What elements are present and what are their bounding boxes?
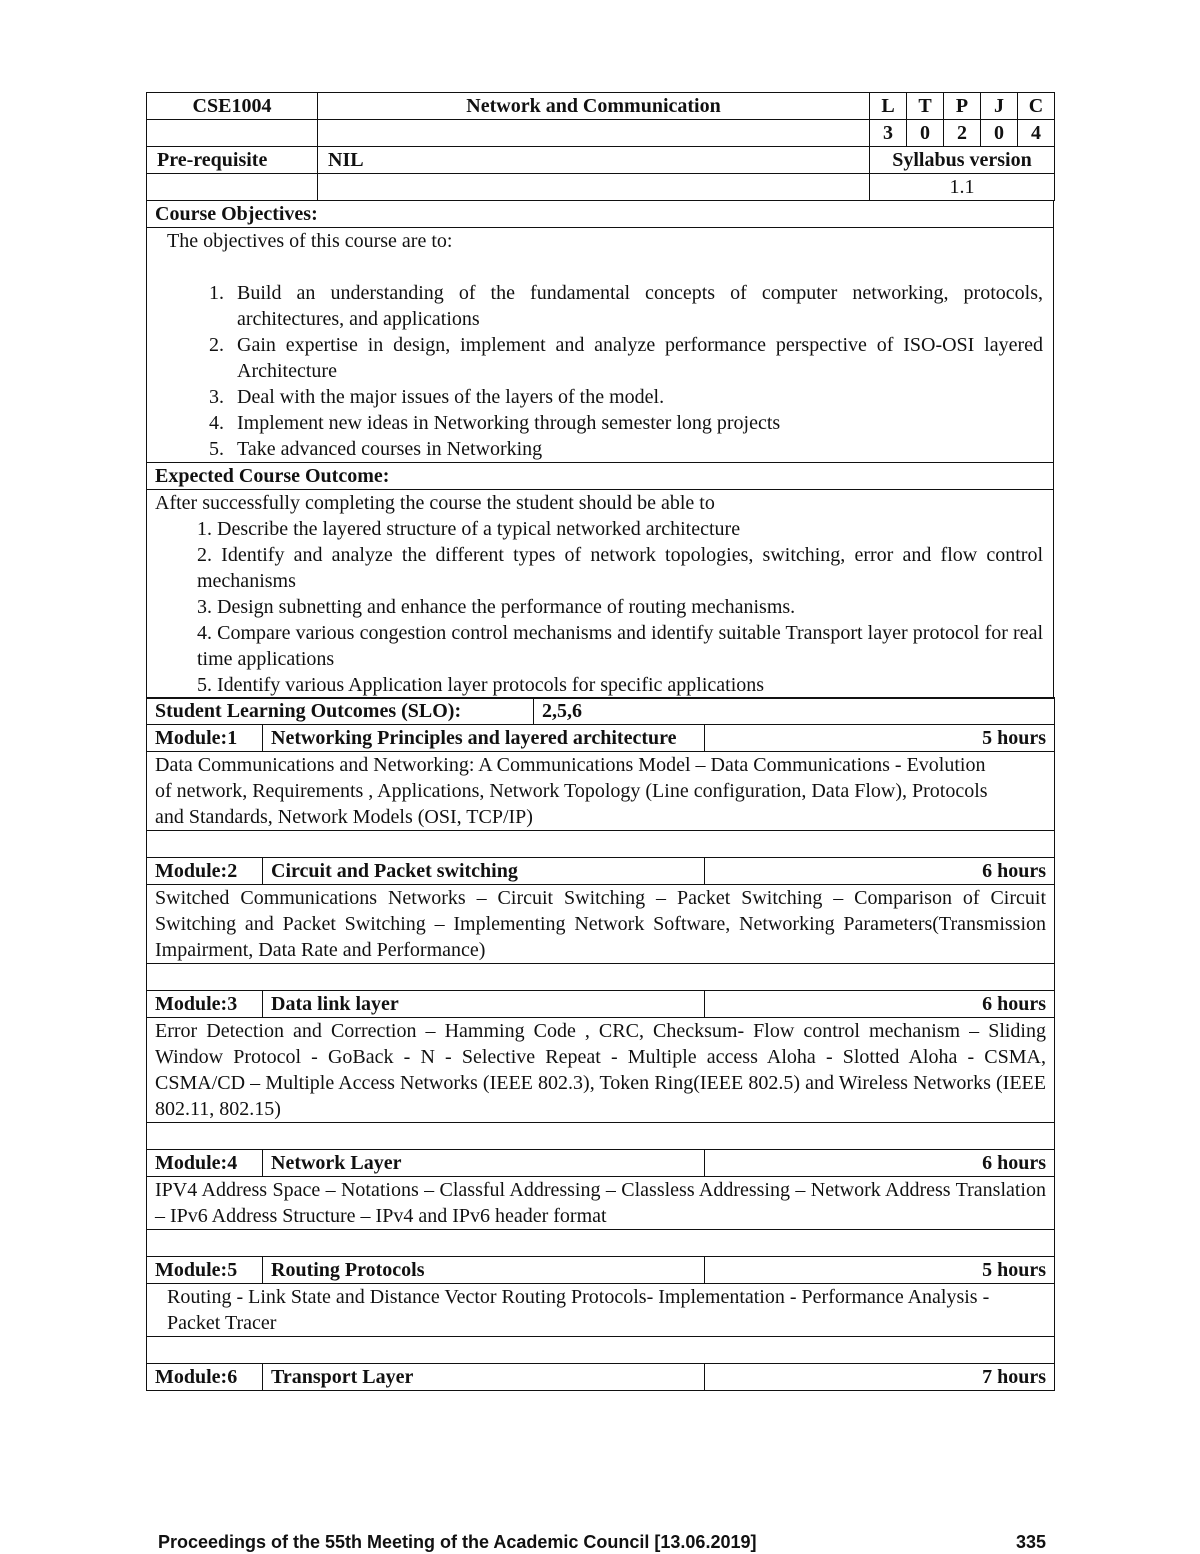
ltpjc-label: L	[870, 93, 907, 120]
module-label: Module:4	[147, 1149, 263, 1176]
spacer-row	[147, 1336, 1055, 1363]
slo-value: 2,5,6	[534, 698, 1055, 725]
list-item: 5. Take advanced courses in Networking	[229, 436, 1043, 462]
ltpjc-value: 0	[907, 120, 944, 147]
module-content: Routing - Link State and Distance Vector Routing Protocols- Implementation - Performance Analysis - Packet Tracer	[147, 1283, 1055, 1336]
modules-table	[146, 724, 1055, 1391]
outcomes-intro: After successfully completing the course the student should be able to	[155, 491, 715, 514]
course-header-table	[146, 92, 1055, 201]
objectives-intro: The objectives of this course are to:	[167, 229, 453, 252]
page-number: 335	[1015, 1532, 1046, 1552]
list-item: 2. Gain expertise in design, implement and analyze performance perspective of ISO-OSI layered Architecture	[229, 332, 1043, 384]
module-content: IPV4 Address Space – Notations – Classful Addressing – Classless Addressing – Network Address Translation – IPv6 Address Structure – IPv4 and IPv6 header format	[147, 1176, 1055, 1229]
ltpjc-label: J	[981, 93, 1018, 120]
spacer-row	[147, 963, 1055, 990]
empty-cell	[318, 120, 870, 147]
syllabus-version-value: 1.1	[870, 174, 1055, 201]
empty-cell	[147, 174, 318, 201]
module-label: Module:3	[147, 990, 263, 1017]
module-hours: 5 hours	[705, 724, 1055, 751]
module-title: Circuit and Packet switching	[263, 857, 705, 884]
list-item: 3. Design subnetting and enhance the performance of routing mechanisms.	[197, 595, 796, 618]
ltpjc-value: 0	[981, 120, 1018, 147]
module-content: Error Detection and Correction – Hamming Code , CRC, Checksum- Flow control mechanism – Sliding Window Protocol - GoBack - N - Selective Repeat - Multiple access Aloha - Slotted Aloha - CSMA, CSMA/CD – Multiple Access Networks (IEEE 802.3), Token Ring(IEEE 802.5) and Wireless Networks (IEEE 802.11, 802.15)	[147, 1017, 1055, 1122]
outcomes-heading: Expected Course Outcome:	[147, 462, 1054, 489]
module-title: Data link layer	[263, 990, 705, 1017]
objectives-list	[167, 280, 1043, 462]
list-item: 2. Identify and analyze the different types of network topologies, switching, error and flow control mechanisms	[197, 543, 1043, 592]
spacer-row	[147, 1229, 1055, 1256]
module-title: Networking Principles and layered architecture	[263, 724, 705, 751]
course-title: Network and Communication	[318, 93, 870, 120]
syllabus-version-label: Syllabus version	[870, 147, 1055, 174]
ltpjc-label: P	[944, 93, 981, 120]
footer-text: Proceedings of the 55th Meeting of the Academic Council [13.06.2019]	[158, 1532, 757, 1552]
list-item: 5. Identify various Application layer protocols for specific applications	[197, 673, 765, 696]
module-content: Switched Communications Networks – Circuit Switching – Packet Switching – Comparison of Circuit Switching and Packet Switching – Implementing Network Software, Networking Parameters(Transmission Impairment, Data Rate and Performance)	[147, 884, 1055, 963]
ltpjc-label: T	[907, 93, 944, 120]
module-hours: 5 hours	[705, 1256, 1055, 1283]
empty-cell	[147, 120, 318, 147]
spacer-row	[147, 1122, 1055, 1149]
module-hours: 6 hours	[705, 990, 1055, 1017]
ltpjc-value: 2	[944, 120, 981, 147]
module-title: Routing Protocols	[263, 1256, 705, 1283]
module-hours: 7 hours	[705, 1363, 1055, 1390]
ltpjc-value: 3	[870, 120, 907, 147]
course-code: CSE1004	[147, 93, 318, 120]
prereq-value: NIL	[318, 147, 870, 174]
syllabus-document	[146, 92, 1054, 1391]
module-title: Network Layer	[263, 1149, 705, 1176]
module-label: Module:2	[147, 857, 263, 884]
list-item: 1. Describe the layered structure of a typical networked architecture	[197, 517, 741, 540]
objectives-body	[147, 227, 1054, 462]
list-item: 4. Compare various congestion control mechanisms and identify suitable Transport layer protocol for real time applications	[197, 621, 1043, 670]
module-label: Module:5	[147, 1256, 263, 1283]
ltpjc-value: 4	[1018, 120, 1055, 147]
ltpjc-label: C	[1018, 93, 1055, 120]
list-item: 3. Deal with the major issues of the layers of the model.	[229, 384, 1043, 410]
module-title: Transport Layer	[263, 1363, 705, 1390]
module-label: Module:1	[147, 724, 263, 751]
outcomes-body	[147, 489, 1054, 698]
objectives-table	[146, 200, 1054, 699]
page-footer	[158, 1530, 1046, 1554]
prereq-label: Pre-requisite	[147, 147, 318, 174]
spacer-row	[147, 830, 1055, 857]
empty-cell	[318, 174, 870, 201]
objectives-heading: Course Objectives:	[147, 200, 1054, 227]
module-hours: 6 hours	[705, 857, 1055, 884]
module-content: Data Communications and Networking: A Communications Model – Data Communications - Evolution of network, Requirements , Applications, Network Topology (Line configuration, Data Flow), Protocols and Standards, Network Models (OSI, TCP/IP)	[147, 751, 1055, 830]
list-item: 1. Build an understanding of the fundamental concepts of computer networking, protocols, architectures, and applications	[229, 280, 1043, 332]
module-hours: 6 hours	[705, 1149, 1055, 1176]
list-item: 4. Implement new ideas in Networking through semester long projects	[229, 410, 1043, 436]
slo-label: Student Learning Outcomes (SLO):	[147, 698, 534, 725]
slo-table	[146, 697, 1055, 725]
module-label: Module:6	[147, 1363, 263, 1390]
